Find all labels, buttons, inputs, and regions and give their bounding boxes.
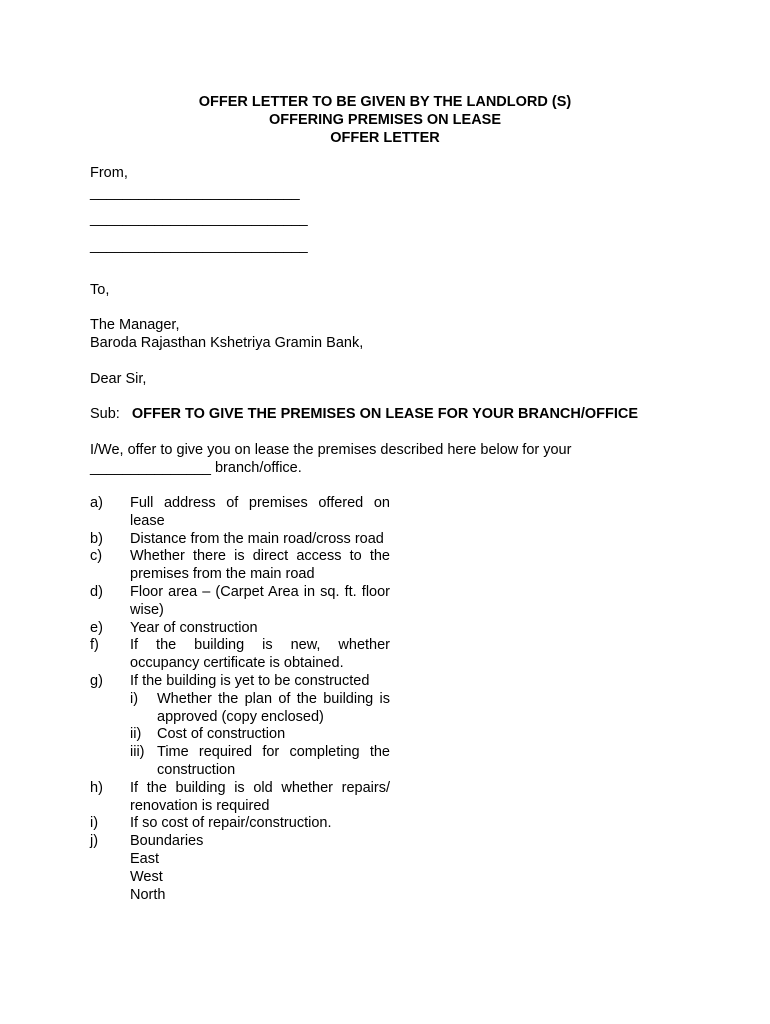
list-item xyxy=(90,531,390,549)
list-item-letter: d) xyxy=(90,583,103,600)
sub-list-item xyxy=(90,691,390,727)
list-item-letter: i) xyxy=(90,815,99,832)
list-item xyxy=(90,833,390,851)
list-item-text: If the building is yet to be constructed xyxy=(130,672,370,689)
list-item-text: If so cost of repair/construction. xyxy=(130,815,332,832)
boundary-north: North xyxy=(130,886,166,903)
list-item xyxy=(90,780,390,816)
list-item-letter: g) xyxy=(90,672,103,689)
list-item-text: If the building is new, whether occupancy certificate is obtained. xyxy=(130,637,390,672)
salutation: Dear Sir, xyxy=(90,371,147,387)
list-item-text: Full address of premises offered on lease xyxy=(130,495,390,529)
from-label: From, xyxy=(90,165,128,181)
from-blank-1: __________________________ xyxy=(90,185,300,201)
sub-list-item-text: Cost of construction xyxy=(157,726,286,743)
list-item-letter: a) xyxy=(90,495,103,511)
list-item xyxy=(90,584,390,620)
list-item-letter: b) xyxy=(90,530,103,547)
premises-details-list xyxy=(90,495,390,904)
list-item xyxy=(90,548,390,584)
body-line-2: _______________ branch/office. xyxy=(90,460,302,476)
sub-list-item-text: Time required for completing the construction xyxy=(157,744,390,778)
list-item xyxy=(90,815,390,833)
document-title-line-3: OFFER LETTER xyxy=(330,130,440,146)
list-item xyxy=(90,637,390,673)
list-item-letter: c) xyxy=(90,548,103,565)
list-item-letter: e) xyxy=(90,619,103,636)
sub-list-item xyxy=(90,726,390,744)
subject-text: OFFER TO GIVE THE PREMISES ON LEASE FOR YOUR BRANCH/OFFICE xyxy=(131,406,639,422)
list-item-letter: h) xyxy=(90,779,103,796)
boundary-west: West xyxy=(130,868,163,885)
list-item-text: Floor area – (Carpet Area in sq. ft. floor wise) xyxy=(130,583,390,618)
recipient-line-1: The Manager, xyxy=(90,317,180,333)
document-title-line-2: OFFERING PREMISES ON LEASE xyxy=(268,112,502,128)
body-line-1: I/We, offer to give you on lease the premises described here below for your xyxy=(90,442,572,458)
sub-list-item-text: Whether the plan of the building is approved (copy enclosed) xyxy=(157,690,390,725)
subject-label: Sub: xyxy=(90,406,120,422)
list-item-letter: j) xyxy=(90,833,99,850)
document-title-line-1: OFFER LETTER TO BE GIVEN BY THE LANDLORD (S) xyxy=(198,94,572,110)
from-blank-3: ___________________________ xyxy=(90,238,308,254)
boundary-east: East xyxy=(130,850,160,867)
from-blank-2: ___________________________ xyxy=(90,211,308,227)
sub-list-item xyxy=(90,744,390,780)
list-item-text: Boundaries xyxy=(130,833,204,850)
list-item xyxy=(90,620,390,638)
recipient-line-2: Baroda Rajasthan Kshetriya Gramin Bank, xyxy=(90,335,364,351)
sub-list-item-numeral: ii) xyxy=(130,726,142,743)
sub-list-item-numeral: iii) xyxy=(130,744,145,761)
list-item-letter: f) xyxy=(90,637,99,654)
list-item-text: Whether there is direct access to the premises from the main road xyxy=(130,548,390,583)
list-item-text: If the building is old whether repairs/ renovation is required xyxy=(130,779,390,814)
sub-list-item-numeral: i) xyxy=(130,690,139,707)
list-item-text: Distance from the main road/cross road xyxy=(130,530,384,547)
list-item xyxy=(90,673,390,691)
list-item xyxy=(90,495,390,531)
to-label: To, xyxy=(90,282,110,298)
subject-line xyxy=(90,406,638,424)
list-item-text: Year of construction xyxy=(130,619,258,636)
